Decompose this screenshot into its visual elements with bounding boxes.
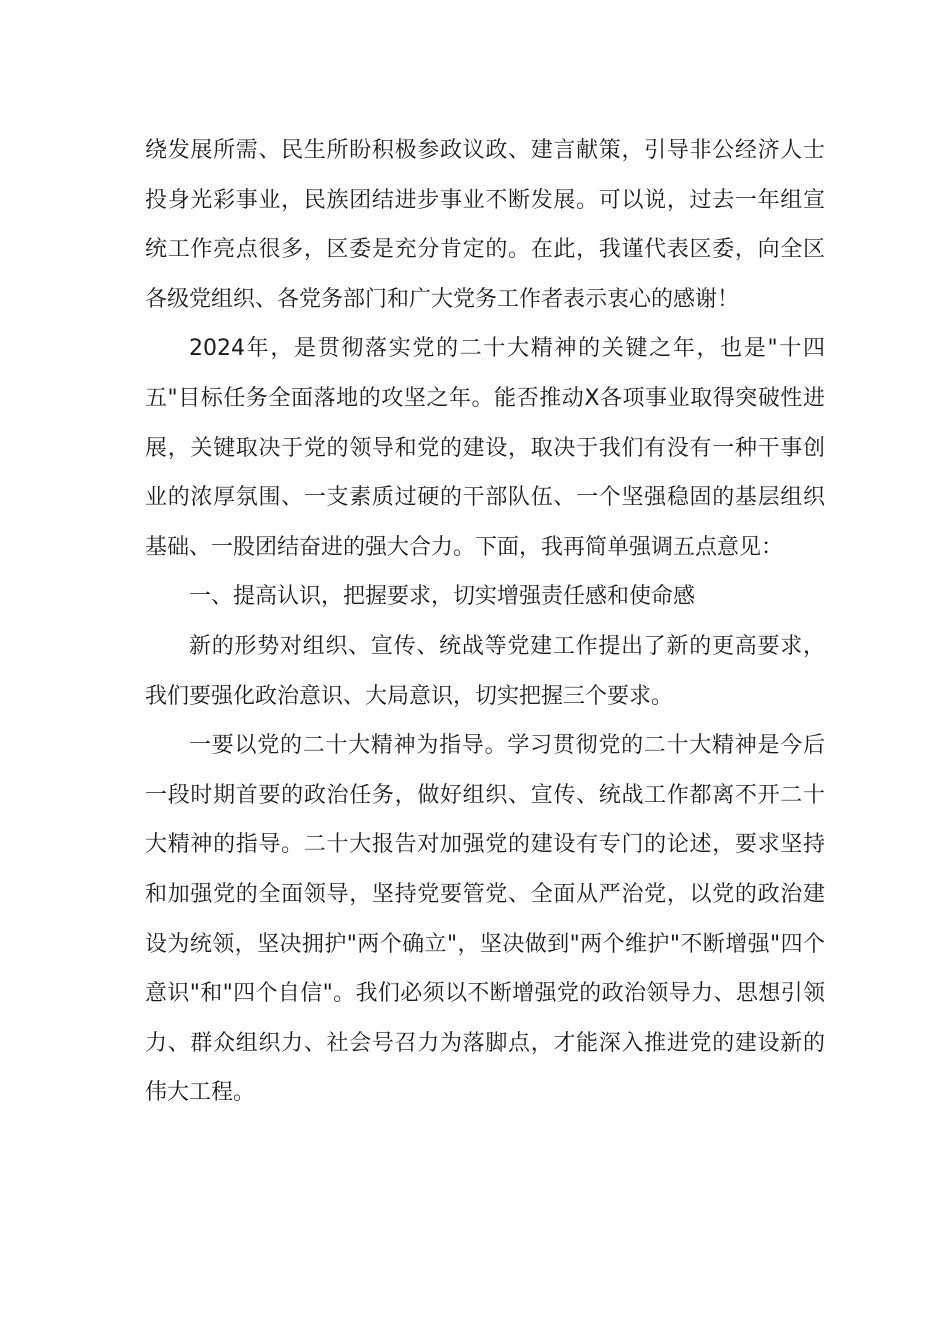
paragraph-continuation: 绕发展所需、民生所盼积极参政议政、建言献策，引导非公经济人士投身光彩事业，民族团结进步事业不断发展。可以说，过去一年组宣统工作亮点很多，区委是充分肯定的。在此，我谨代表区委，向全区各级党组织、各党务部门和广大党务工作者表示衷心的感谢！ bbox=[145, 138, 825, 312]
document-body bbox=[145, 126, 825, 1118]
paragraph-guidance: 一要以党的二十大精神为指导。学习贯彻党的二十大精神是今后一段时期首要的政治任务，做好组织、宣传、统战工作都离不开二十大精神的指导。二十大报告对加强党的建设有专门的论述，要求坚持和加强党的全面领导，坚持党要管党、全面从严治党，以党的政治建设为统领，坚决拥护"两个确立"，坚决做到"两个维护"不断增强"四个意识"和"四个自信"。我们必须以不断增强党的政治领导力、思想引领力、群众组织力、社会号召力为落脚点，才能深入推进党的建设新的伟大工程。 bbox=[145, 733, 825, 1106]
paragraph-new-requirements: 新的形势对组织、宣传、统战等党建工作提出了新的更高要求，我们要强化政治意识、大局意识，切实把握三个要求。 bbox=[145, 633, 825, 709]
paragraph-2024-outlook: 2024年，是贯彻落实党的二十大精神的关键之年，也是"十四五"目标任务全面落地的攻坚之年。能否推动X各项事业取得突破性进展，关键取决于党的领导和党的建设，取决于我们有没有一种干事创业的浓厚氛围、一支素质过硬的干部队伍、一个坚强稳固的基层组织基础、一股团结奋进的强大合力。下面，我再简单强调五点意见： bbox=[145, 336, 825, 560]
section-heading-one: 一、提高认识，把握要求，切实增强责任感和使命感 bbox=[189, 584, 696, 610]
